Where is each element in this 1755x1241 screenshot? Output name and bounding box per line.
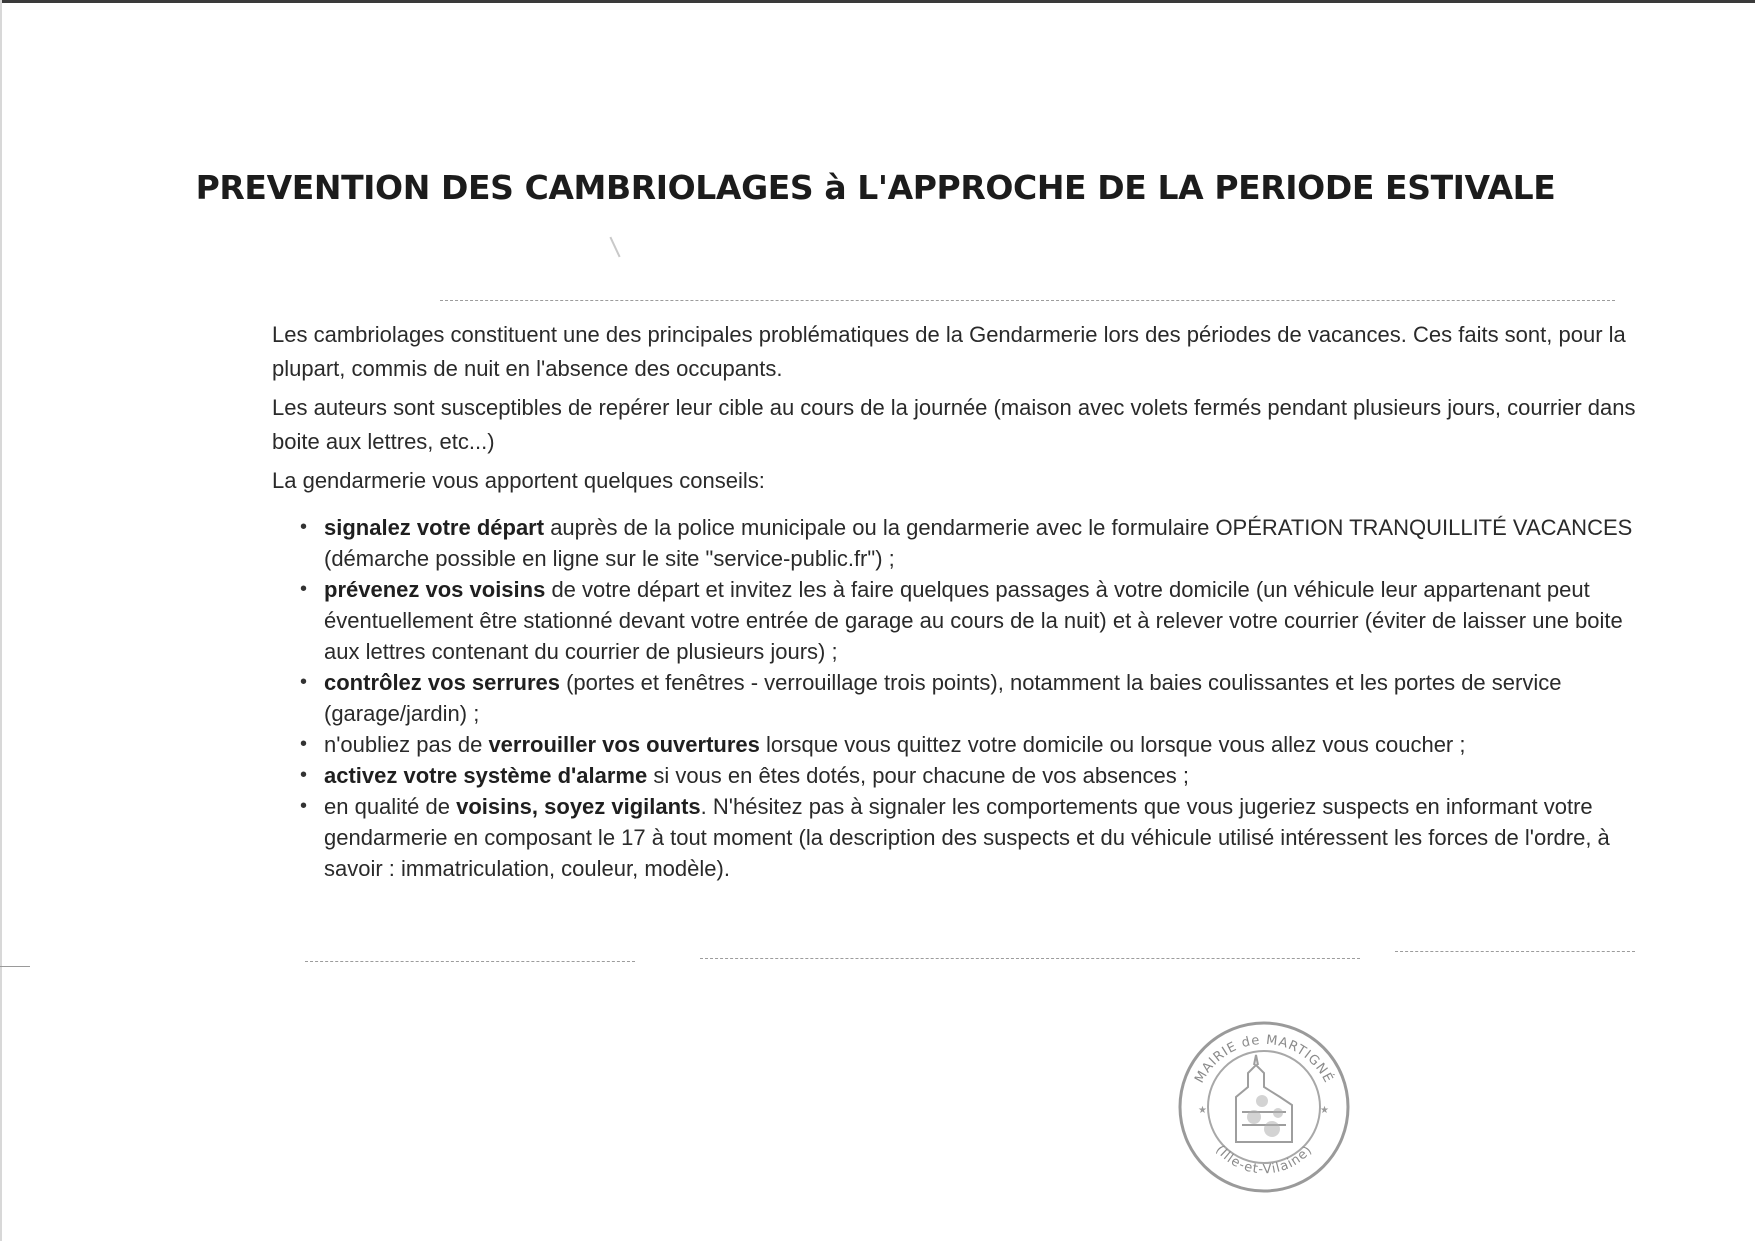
advice-text-after: auprès de la police municipale ou la gendarmerie avec le formulaire OPÉRATION TRANQUILLITÉ VACANCES (démarche possible en ligne sur le site "service-public.fr") ; — [324, 515, 1633, 571]
intro-paragraph: Les cambriolages constituent une des principales problématiques de la Gendarmerie lors des périodes de vacances. Ces faits sont, pour la plupart, commis de nuit en l'absence des occupants. — [272, 322, 1626, 381]
separator-bottom — [305, 961, 635, 962]
document-title: PREVENTION DES CAMBRIOLAGES à L'APPROCHE DE LA PERIODE ESTIVALE — [195, 168, 1556, 207]
advice-text-bold: signalez votre départ — [324, 515, 545, 540]
advice-text-after: lorsque vous quittez votre domicile ou lorsque vous allez vous coucher ; — [759, 732, 1466, 757]
document-body — [272, 318, 1642, 884]
bullet-icon: • — [300, 516, 308, 538]
advice-text-bold: verrouiller vos ouvertures — [488, 732, 760, 757]
svg-text:★: ★ — [1198, 1105, 1207, 1116]
mairie-seal-stamp — [1174, 1017, 1354, 1197]
bullet-icon: • — [300, 671, 308, 693]
advice-item — [300, 512, 1642, 574]
advice-text-bold: contrôlez vos serrures — [324, 670, 560, 695]
advice-item — [300, 667, 1642, 729]
advice-text-bold: voisins, soyez vigilants — [456, 794, 701, 819]
scan-speck — [609, 237, 620, 258]
advice-item — [300, 574, 1642, 667]
advice-text-before: n'oubliez pas de — [324, 732, 489, 757]
bullet-icon: • — [300, 764, 308, 786]
advice-text-after: . N'hésitez pas à signaler les comportements que vous jugeriez suspects en informant votre gendarmerie en composant le 17 à tout moment (la description des suspects et du véhicule utilisé intéressent les forces de l'ordre, à savoir : immatriculation, couleur, modèle). — [324, 794, 1610, 881]
advice-item — [300, 729, 1642, 760]
seal-text-top: MAIRIE de MARTIGNÉ — [1192, 1032, 1336, 1086]
bullet-icon: • — [300, 578, 308, 600]
svg-text:(Ille-et-Vilaine) — [1212, 1143, 1315, 1178]
advice-text-after: de votre départ et invitez les à faire quelques passages à votre domicile (un véhicule leur appartenant peut éventuellement être stationné devant votre entrée de garage au cours de la nuit) et à relever votre courrier (éviter de laisser une boite aux lettres contenant du courrier de plusieurs jours) ; — [324, 577, 1623, 664]
separator-bottom — [700, 958, 1360, 959]
advice-item — [300, 760, 1642, 791]
seal-text-bottom: (Ille-et-Vilaine) — [1212, 1142, 1316, 1178]
scan-fold-mark — [0, 966, 30, 967]
intro-paragraph: La gendarmerie vous apportent quelques conseils: — [272, 468, 765, 493]
advice-text-before: en qualité de — [324, 794, 457, 819]
advice-text-bold: prévenez vos voisins — [324, 577, 546, 602]
advice-text-after: si vous en êtes dotés, pour chacune de vos absences ; — [647, 763, 1189, 788]
scan-top-edge — [0, 0, 1755, 3]
advice-item — [300, 791, 1642, 884]
bullet-icon: • — [300, 795, 308, 817]
advice-text-after: (portes et fenêtres - verrouillage trois points), notamment la baies coulissantes et les portes de service (garage/jardin) ; — [324, 670, 1562, 726]
separator-top — [440, 300, 1615, 301]
separator-bottom — [1395, 951, 1635, 952]
bullet-icon: • — [300, 733, 308, 755]
advice-text-bold: activez votre système d'alarme — [324, 763, 648, 788]
intro-paragraph: Les auteurs sont susceptibles de repérer leur cible au cours de la journée (maison avec volets fermés pendant plusieurs jours, courrier dans boite aux lettres, etc...) — [272, 395, 1636, 454]
svg-text:★: ★ — [1320, 1105, 1329, 1116]
advice-list — [272, 512, 1642, 884]
